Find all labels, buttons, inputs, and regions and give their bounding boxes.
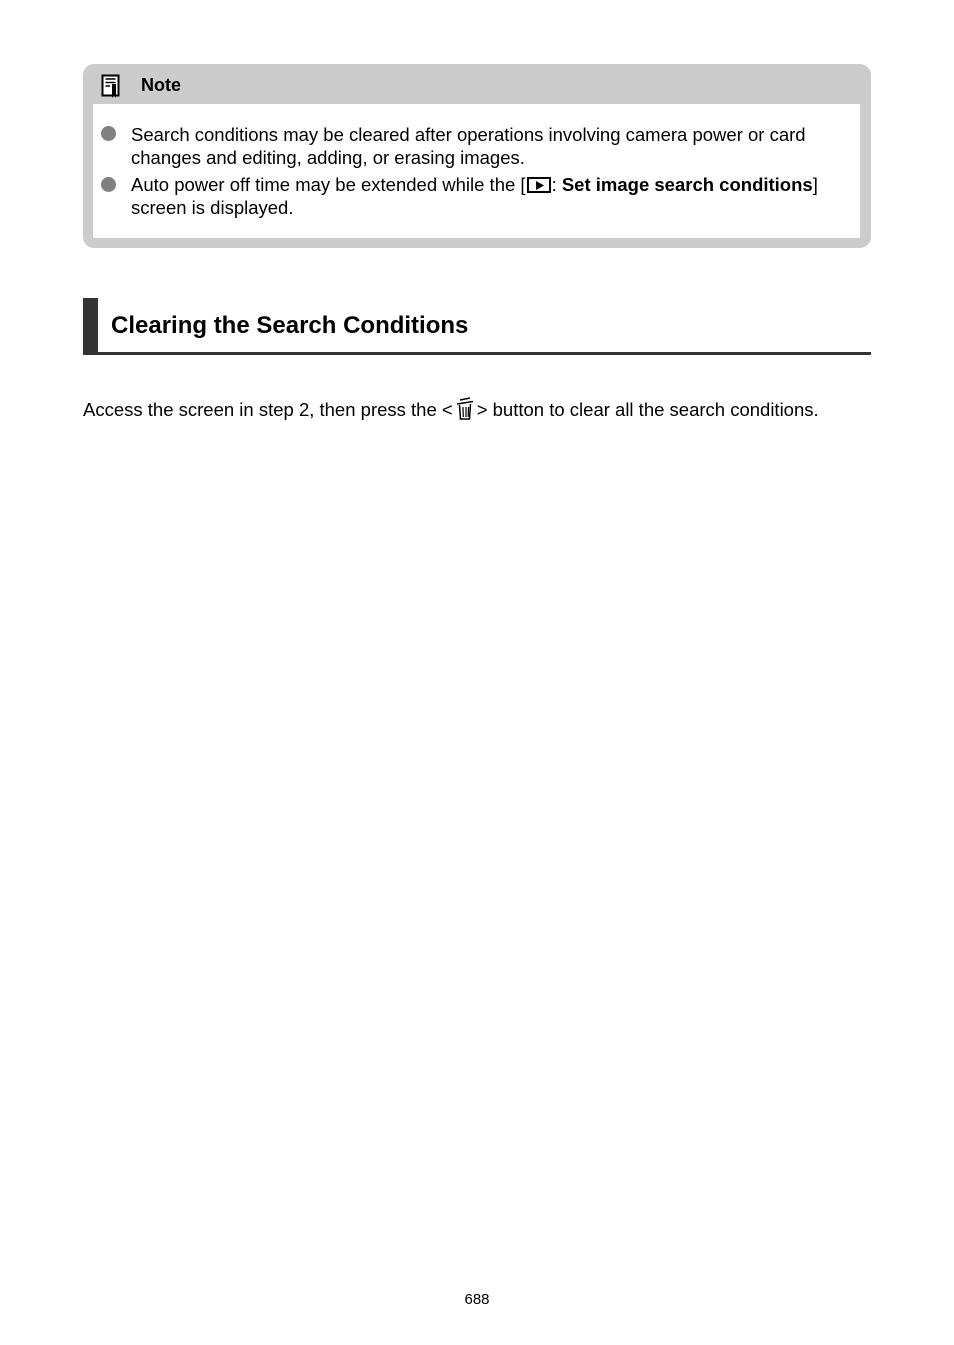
note-book-icon — [101, 74, 121, 98]
body-text: Access the screen in step 2, then press the < — [83, 399, 453, 420]
note-item — [131, 173, 851, 219]
note-item-text: ] screen is displayed. — [131, 174, 818, 218]
note-item — [131, 123, 851, 169]
trash-icon — [455, 397, 475, 427]
section-heading — [83, 298, 871, 355]
note-item-text: : — [551, 174, 562, 195]
note-box — [83, 64, 871, 248]
note-title: Note — [141, 75, 181, 95]
body-paragraph — [83, 397, 883, 427]
menu-item-name: Set image search conditions — [561, 174, 813, 195]
note-header — [83, 64, 871, 104]
note-item-text: Search conditions may be cleared after operations involving camera power or card changes and editing, adding, or erasing images. — [131, 124, 806, 168]
bullet-icon — [101, 177, 116, 192]
heading-bar — [83, 298, 98, 352]
note-item-text: Auto power off time may be extended while the [ — [131, 174, 526, 195]
page-number: 688 — [464, 1291, 490, 1308]
bullet-icon — [101, 126, 116, 141]
playback-icon — [527, 177, 551, 193]
note-content — [93, 104, 860, 238]
section-title: Clearing the Search Conditions — [111, 312, 469, 339]
body-text: > button to clear all the search conditions. — [476, 399, 819, 420]
